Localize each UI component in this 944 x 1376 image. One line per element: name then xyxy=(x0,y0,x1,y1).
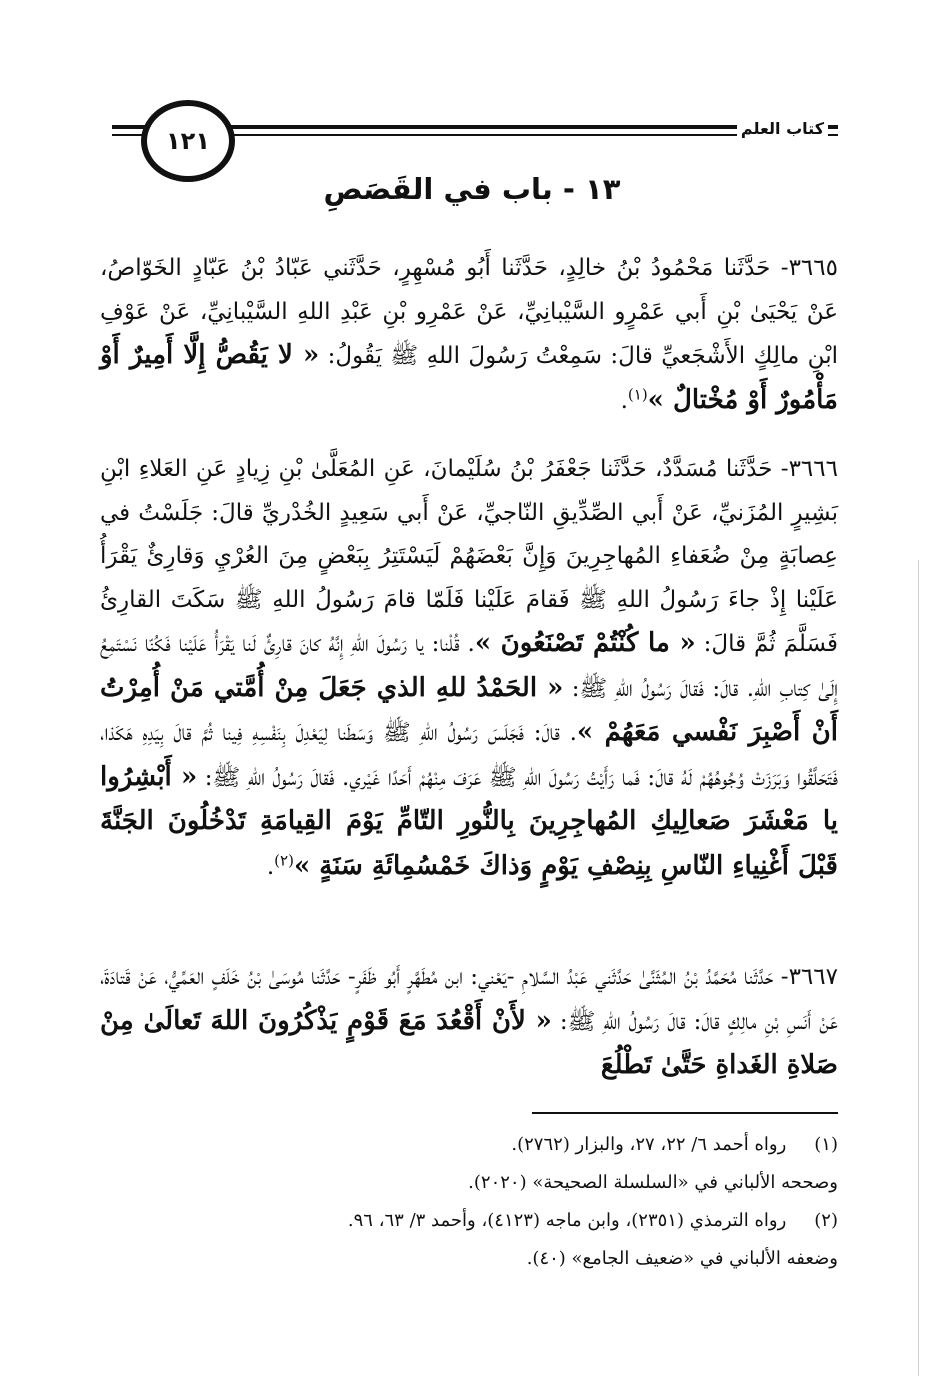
footnote-ref[interactable]: (١) xyxy=(627,384,648,403)
footnote-2-line-2: وضعفه الألباني في «ضعيف الجامع» (٤٠). xyxy=(526,1248,838,1269)
hadith-3667 xyxy=(100,956,838,1089)
hadith-3666: ٣٦٦٦- حَدَّثَنا مُسَدَّدٌ، حَدَّثَنا جَعْفَرُ بْنُ سُلَيْمانَ، عَنِ المُعَلَّىٰ بْنِ زِيادٍ عَنِ العَلاءِ ابْنِ بَشِيرٍ المُزَنيِّ، عَنْ أَبي الصِّدِّيقِ النّاجيِّ، عَنْ أَبي سَعِيدٍ الخُدْريِّ قالَ: جَلَسْتُ في عِصابَةٍ مِنْ ضُعَفاءِ المُهاجِرِينَ وَإِنَّ بَعْضَهُمْ لَيَسْتَتِرُ بِبَعْضٍ مِنَ العُرْيِ وَقارِئٌ يَقْرَأُ عَلَيْنا إِذْ جاءَ رَسُولُ اللهِ ﷺ فَقامَ عَلَيْنا فَلَمّا قامَ رَسُولُ اللهِ ﷺ سَكَتَ القارِئُ فَسَلَّمَ ثُمَّ قالَ: « ما كُنْتُمْ تَصْنَعُونَ ». قُلْنا: يا رَسُولَ اللهِ إِنَّهُ كانَ قارِئٌ لَنا يَقْرَأُ عَلَيْنا فَكُنّا نَسْتَمِعُ إِلَىٰ كِتابِ اللهِ. قالَ: فَقالَ رَسُولُ اللهِ ﷺ: « الحَمْدُ للهِ الذي جَعَلَ مِنْ أُمَّتي مَنْ أُمِرْتُ أَنْ أَصْبِرَ نَفْسي مَعَهُمْ ». قالَ: فَجَلَسَ رَسُولُ اللهِ ﷺ وَسَطَنا لِيَعْدِلَ بِنَفْسِهِ فِينا ثُمَّ قالَ بِيَدِهِ هَكَذا، فَتَحَلَّقُوا وَبَرَزَتْ وُجُوهُهُمْ لَهُ قالَ: فَما رَأَيْتُ رَسُولَ اللهِ ﷺ عَرَفَ مِنْهُمْ أَحَدًا غَيْري. فَقالَ رَسُولُ اللهِ ﷺ: « أَبْشِرُوا يا مَعْشَرَ صَعالِيكِ المُهاجِرِينَ بِالنُّورِ التّامِّ يَوْمَ القِيامَةِ تَدْخُلُونَ الجَنَّةَ قَبْلَ أَغْنِياءِ النّاسِ بِنِصْفِ يَوْمٍ وَذاكَ خَمْسُمِائَةِ سَنَةٍ »$^{(٢)}$. xyxy=(100,456,839,881)
chapter-heading: ١٣ - باب في القَصَصِ xyxy=(323,172,621,206)
hadith-quote: « الحَمْدُ للهِ الذي جَعَلَ مِنْ أُمَّتي مَنْ أُمِرْتُ أَنْ أَصْبِرَ نَفْسي مَعَهُمْ » xyxy=(100,672,838,747)
hadith-quote: « لا يَقُصُّ إِلَّا أَمِيرٌ أَوْ مَأْمُورٌ أَوْ مُخْتالٌ » xyxy=(100,340,838,415)
footnote-separator xyxy=(532,1112,838,1114)
footnote-2 xyxy=(100,1202,838,1240)
page-number: ١٢١ xyxy=(166,127,210,155)
footnote-marker: (٢) xyxy=(814,1210,838,1231)
footnote-text: رواه الترمذي (٢٣٥١)، وابن ماجه (٤١٢٣)، وأحمد ٣/ ٦٣، ٩٦. xyxy=(347,1210,787,1231)
hadith-number: ٣٦٦٧ xyxy=(788,964,838,990)
hadith-quote: « أَبْشِرُوا يا مَعْشَرَ صَعالِيكِ المُهاجِرِينَ بِالنُّورِ التّامِّ يَوْمَ القِيامَةِ تَدْخُلُونَ الجَنَّةَ قَبْلَ أَغْنِياءِ النّاسِ بِنِصْفِ يَوْمٍ وَذاكَ خَمْسُمِائَةِ سَنَةٍ » xyxy=(100,761,838,881)
footnote-ref[interactable]: (٢) xyxy=(274,850,294,869)
running-title: كتاب العلم xyxy=(737,119,828,138)
hadith-3665: ٣٦٦٥- حَدَّثَنا مَحْمُودُ بْنُ خالِدٍ، حَدَّثَنا أَبُو مُسْهِرٍ، حَدَّثَني عَبّادُ بْنُ عَبّادٍ الخَوّاصُ، عَنْ يَحْيَىٰ بْنِ أَبي عَمْرٍو السَّيْبانِيِّ، عَنْ عَمْرِو بْنِ عَبْدِ اللهِ السَّيْبانِيِّ، عَنْ عَوْفِ ابْنِ مالِكٍ الأَشْجَعيِّ قالَ: سَمِعْتُ رَسُولَ اللهِ ﷺ يَقُولُ: « لا يَقُصُّ إِلَّا أَمِيرٌ أَوْ مَأْمُورٌ أَوْ مُخْتالٌ »$^{(١)}$. xyxy=(100,255,838,415)
hadith-number: ٣٦٦٥ xyxy=(788,255,838,281)
hadith-text: . قالَ: فَجَلَسَ رَسُولُ اللهِ ﷺ وَسَطَنا لِيَعْدِلَ بِنَفْسِهِ فِينا ثُمَّ قالَ بِيَدِهِ هَكَذا، فَتَحَلَّقُوا وَبَرَزَتْ وُجُوهُهُمْ لَهُ قالَ: فَما رَأَيْتُ رَسُولَ اللهِ ﷺ عَرَفَ مِنْهُمْ أَحَدًا غَيْري. فَقالَ رَسُولُ اللهِ ﷺ: xyxy=(100,720,839,791)
hadith-text: - حَدَّثَنا مُسَدَّدٌ، حَدَّثَنا جَعْفَرُ بْنُ سُلَيْمانَ، عَنِ المُعَلَّىٰ بْنِ زِيادٍ عَنِ العَلاءِ ابْنِ بَشِيرٍ المُزَنيِّ، عَنْ أَبي الصِّدِّيقِ النّاجيِّ، عَنْ أَبي سَعِيدٍ الخُدْريِّ قالَ: جَلَسْتُ في عِصابَةٍ مِنْ ضُعَفاءِ المُهاجِرِينَ وَإِنَّ بَعْضَهُمْ لَيَسْتَتِرُ بِبَعْضٍ مِنَ العُرْيِ وَقارِئٌ يَقْرَأُ عَلَيْنا إِذْ جاءَ رَسُولُ اللهِ ﷺ فَقامَ عَلَيْنا فَلَمّا قامَ رَسُولُ اللهِ ﷺ سَكَتَ القارِئُ فَسَلَّمَ ثُمَّ قالَ: xyxy=(100,456,838,657)
footnote-1-line-2: وصححه الألباني في «السلسلة الصحيحة» (٢٠٢٠). xyxy=(468,1172,838,1193)
hadith-text: - حَدَّثَنا مَحْمُودُ بْنُ خالِدٍ، حَدَّثَنا أَبُو مُسْهِرٍ، حَدَّثَني عَبّادُ بْنُ عَبّادٍ الخَوّاصُ، عَنْ يَحْيَىٰ بْنِ أَبي عَمْرٍو السَّيْبانِيِّ، عَنْ عَمْرِو بْنِ عَبْدِ اللهِ السَّيْبانِيِّ، عَنْ عَوْفِ ابْنِ مالِكٍ الأَشْجَعيِّ قالَ: سَمِعْتُ رَسُولَ اللهِ ﷺ يَقُولُ: xyxy=(100,255,838,369)
footnote-text: رواه أحمد ٦/ ٢٢، ٢٧، والبزار (٢٧٦٢). xyxy=(511,1134,787,1155)
hadith-quote: « لأَنْ أَقْعُدَ مَعَ قَوْمٍ يَذْكُرُونَ اللهَ تَعالَىٰ مِنْ صَلاةِ الغَداةِ حَتَّىٰ تَطْلُعَ xyxy=(100,1005,838,1080)
page-number-circle xyxy=(141,100,235,182)
hadith-text: - حَدَّثَنا مُحَمَّدُ بْنُ المُثَنَّىٰ حَدَّثَني عَبْدُ السَّلامِ -يَعْني: ابن مُطَهَّرٍ أَبُو ظَفَرٍ- حَدَّثَنا مُوسَىٰ بْنُ خَلَفٍ العَمِّيُّ، عَنْ قَتادَةَ، عَنْ أَنَسِ بْنِ مالِكٍ قالَ: قالَ رَسُولُ اللهِ ﷺ: xyxy=(100,964,838,1035)
scan-edge-line xyxy=(918,560,919,1376)
hadith-text: . قُلْنا: يا رَسُولَ اللهِ إِنَّهُ كانَ قارِئٌ لَنا يَقْرَأُ عَلَيْنا فَكُنّا نَسْتَمِعُ إِلَىٰ كِتابِ اللهِ. قالَ: فَقالَ رَسُولُ اللهِ ﷺ: xyxy=(100,631,838,702)
footnote-1 xyxy=(100,1126,838,1164)
hadith-number: ٣٦٦٦ xyxy=(788,456,838,482)
footnote-marker: (١) xyxy=(814,1134,838,1155)
hadith-quote: « ما كُنْتُمْ تَصْنَعُونَ » xyxy=(474,628,696,658)
